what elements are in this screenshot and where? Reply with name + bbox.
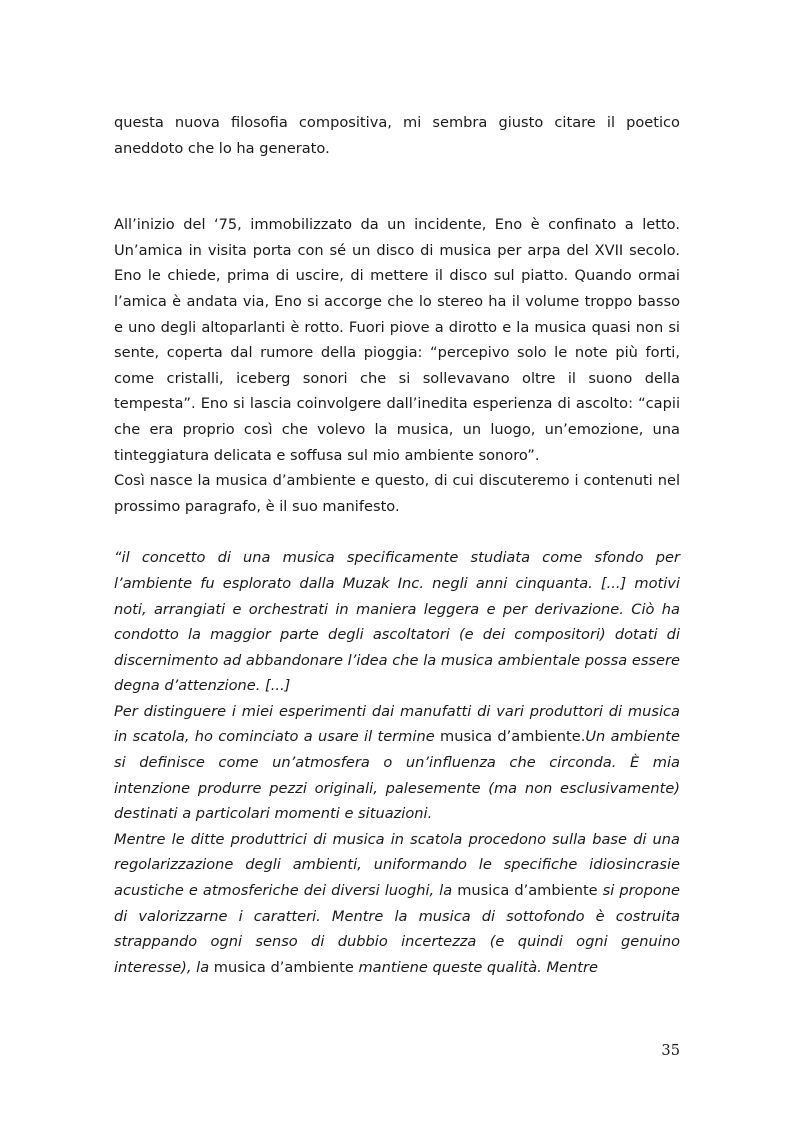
paragraph-manifesto-intro: Così nasce la musica d’ambiente e questo, di cui discuteremo i contenuti nel prossimo paragrafo, è il suo manifesto. xyxy=(114,472,680,515)
quote-paragraph-2 xyxy=(114,699,680,827)
quote-paragraph-1: “il concetto di una musica specificamente studiata come sfondo per l’ambiente fu esplorato dalla Muzak Inc. negli anni cinquanta. [...] motivi noti, arrangiati e orchestrati in maniera leggera e per derivazione. Ciò ha condotto la maggior parte degli ascoltatori (e dei compositori) dotati di discernimento ad abbandonare l’idea che la musica ambientale possa essere degna d’attenzione. [...] xyxy=(114,549,680,695)
quote-paragraph-3 xyxy=(114,827,680,981)
paragraph-intro: questa nuova filosofia compositiva, mi sembra giusto citare il poetico aneddoto che lo ha generato. xyxy=(114,114,680,157)
quote-text: Per distinguere i miei esperimenti dai manufatti di vari produttori di musica in scatola, ho cominciato a usare il termine xyxy=(114,702,680,746)
paragraph-anecdote: All’inizio del ‘75, immobilizzato da un incidente, Eno è confinato a letto. Un’amica in visita porta con sé un disco di musica per arpa del XVII secolo. Eno le chiede, prima di uscire, di mettere il disco sul piatto. Quando ormai l’amica è andata via, Eno si accorge che lo stereo ha il volume troppo basso e uno degli altoparlanti è rotto. Fuori piove a dirotto e la musica quasi non si sente, coperta dal rumore della pioggia: “percepivo solo le note più forti, come cristalli, iceberg sonori che si sollevavano oltre il suono della tempesta”. Eno si lascia coinvolgere dall’inedita esperienza di ascolto: “capii che era proprio così che volevo la musica, un luogo, un’emozione, una tinteggiatura delicata e soffusa sul mio ambiente sonoro”. xyxy=(114,216,680,464)
quote-text: mantiene queste qualità. Mentre xyxy=(353,958,598,976)
quote-text: Mentre le ditte produttrici di musica in scatola procedono sulla base di una regolarizzazione degli ambienti, uniformando le specifiche idiosincrasie acustiche e atmosferiche dei diversi luoghi, la xyxy=(114,830,680,900)
page-body xyxy=(114,110,680,980)
quote-text: si propone di valorizzarne i caratteri. Mentre la musica di sottofondo è costruita strappando ogni senso di dubbio incertezza (e quindi ogni genuino interesse), la xyxy=(114,882,680,976)
quote-term: musica d’ambiente xyxy=(457,882,598,900)
quote-text: Un ambiente si definisce come un’atmosfera o un’influenza che circonda. È mia intenzione produrre pezzi originali, palesemente (ma non esclusivamente) destinati a particolari momenti e situazioni. xyxy=(114,728,680,823)
page-number: 35 xyxy=(661,1042,680,1059)
quote-term: musica d’ambiente. xyxy=(439,728,586,746)
quote-term: musica d’ambiente xyxy=(213,958,354,976)
